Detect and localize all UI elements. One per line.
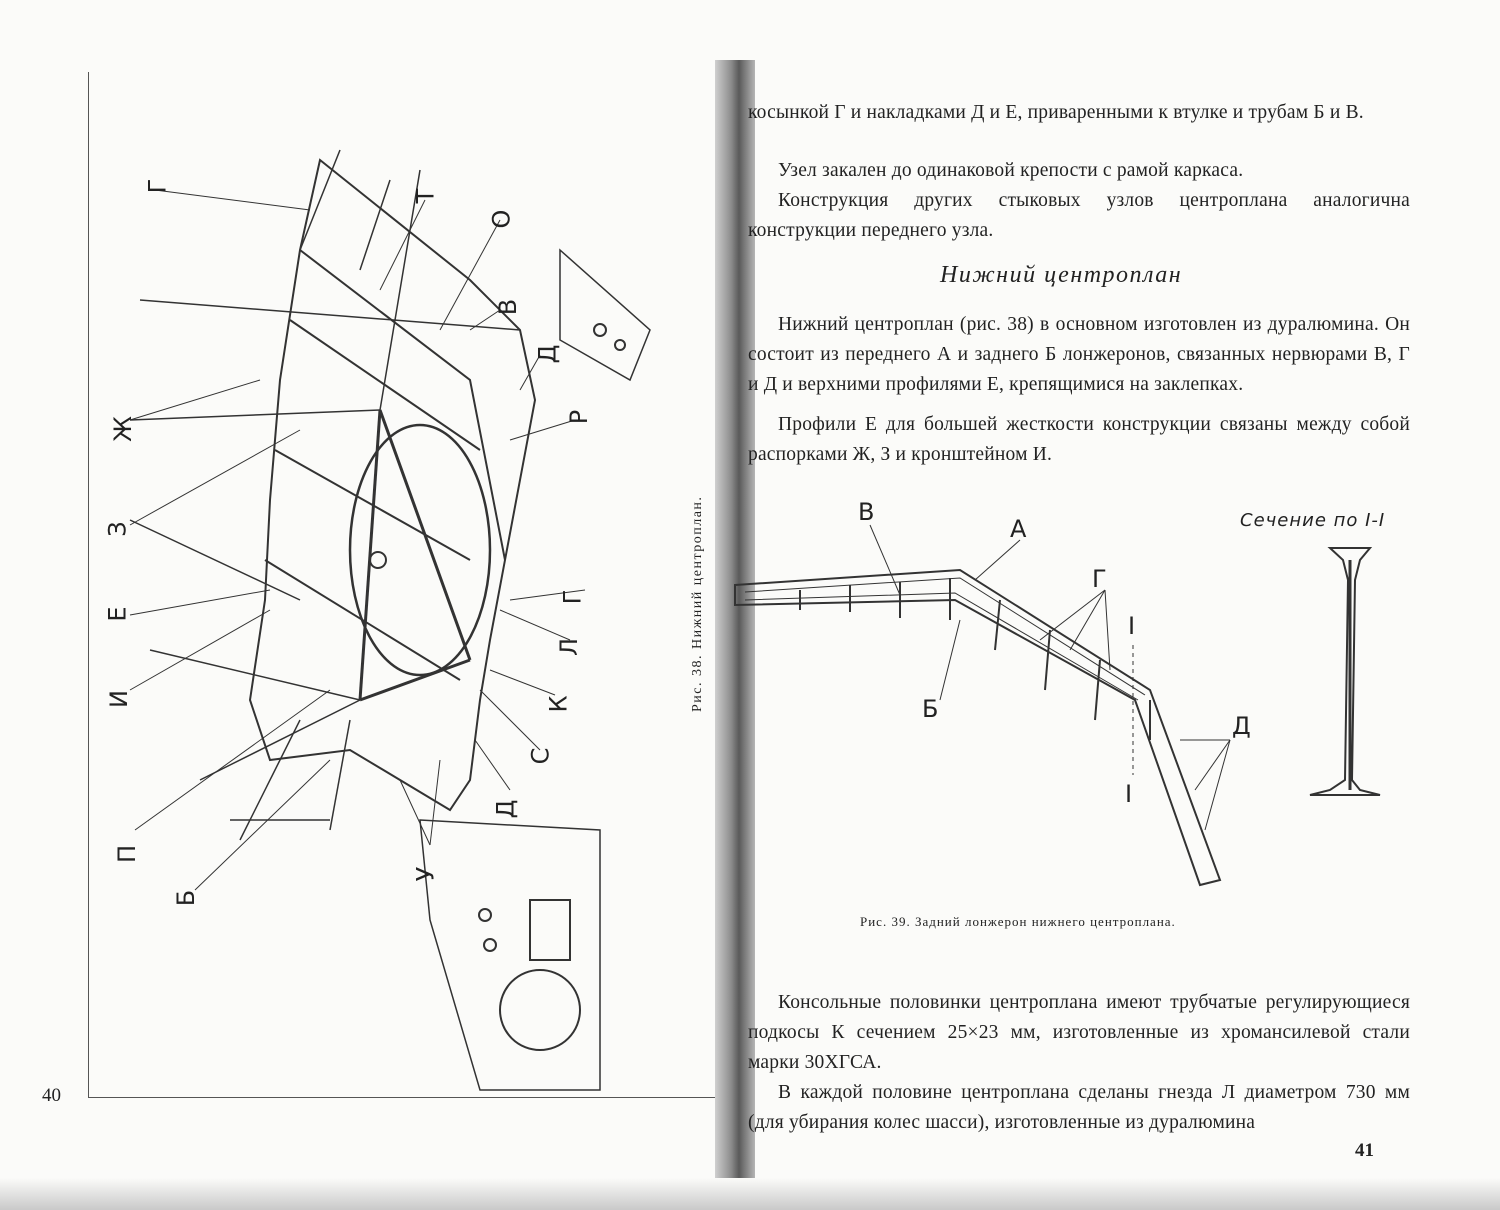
fig38-label-r: Р [565, 409, 594, 425]
fig39-label-a: А [1010, 515, 1027, 543]
fig38-label-o: О [487, 209, 516, 229]
fig38-label-d: Д [533, 344, 562, 364]
paragraph-6: Консольные половинки центроплана имеют трубчатые регулирующиеся подкосы К сечением 25×23 мм, изготовленные из хромансилевой стали марки 30ХГСА. [748, 992, 1410, 1073]
fig38-label-zh: Ж [108, 416, 137, 442]
paragraph-1: косынкой Г и накладками Д и Е, приваренными к втулке и трубам Б и В. [748, 102, 1364, 123]
figure-39-caption: Рис. 39. Задний лонжерон нижнего центроплана. [860, 914, 1176, 929]
fig38-label-v: В [494, 298, 523, 316]
fig38-label-p: П [113, 844, 142, 864]
fig38-label-i: И [104, 690, 133, 708]
fig38-label-l: Л [555, 637, 584, 657]
fig38-label-z: З [103, 521, 132, 537]
rear-spar-outline [735, 570, 1220, 885]
fig39-label-b: Б [922, 695, 939, 723]
figure-38-caption: Рис. 38. Нижний центроплан. [690, 495, 705, 712]
fig38-label-b: Б [172, 889, 201, 907]
section-heading: Нижний центроплан [940, 262, 1183, 288]
paragraph-5: Профили Е для большей жесткости конструкции связаны между собой распорками Ж, З и кронштейном И. [748, 414, 1410, 465]
fig39-label-g: Г [1092, 565, 1107, 593]
fig38-label-d2: Д [491, 799, 520, 819]
page-number-right: 41 [1355, 1140, 1374, 1161]
paragraph-7: В каждой половине центроплана сделаны гнезда Л диаметром 730 мм (для убирания колес шасси), изготовленные из дуралюмина [748, 1082, 1410, 1133]
fig38-label-g2: Г [558, 589, 587, 605]
fig39-label-d: Д [1232, 712, 1251, 740]
fig39-label-i-bottom: I [1125, 780, 1133, 808]
fig38-label-k: К [544, 695, 573, 713]
fig38-label-u: У [411, 866, 440, 882]
section-profile [1310, 548, 1380, 795]
section-title: Сечение по I-I [1240, 510, 1386, 531]
page-number-left: 40 [42, 1085, 61, 1106]
paragraph-4: Нижний центроплан (рис. 38) в основном изготовлен из дуралюмина. Он состоит из переднего А и заднего Б лонжеронов, связанных нервюрами В, Г и Д и верхними профилями Е, крепящимися на заклепках. [748, 314, 1410, 395]
fig39-label-v: В [858, 498, 875, 526]
fig38-label-e: Е [103, 606, 132, 622]
fig38-label-s: С [526, 747, 555, 765]
paragraph-3: Конструкция других стыковых узлов центроплана аналогична конструкции переднего узла. [748, 190, 1410, 241]
fig38-label-t: Т [411, 188, 440, 204]
paragraph-2: Узел закален до одинаковой крепости с рамой каркаса. [778, 160, 1244, 181]
fig38-label-g: Г [143, 178, 172, 194]
fig39-label-i-top: I [1128, 612, 1136, 640]
